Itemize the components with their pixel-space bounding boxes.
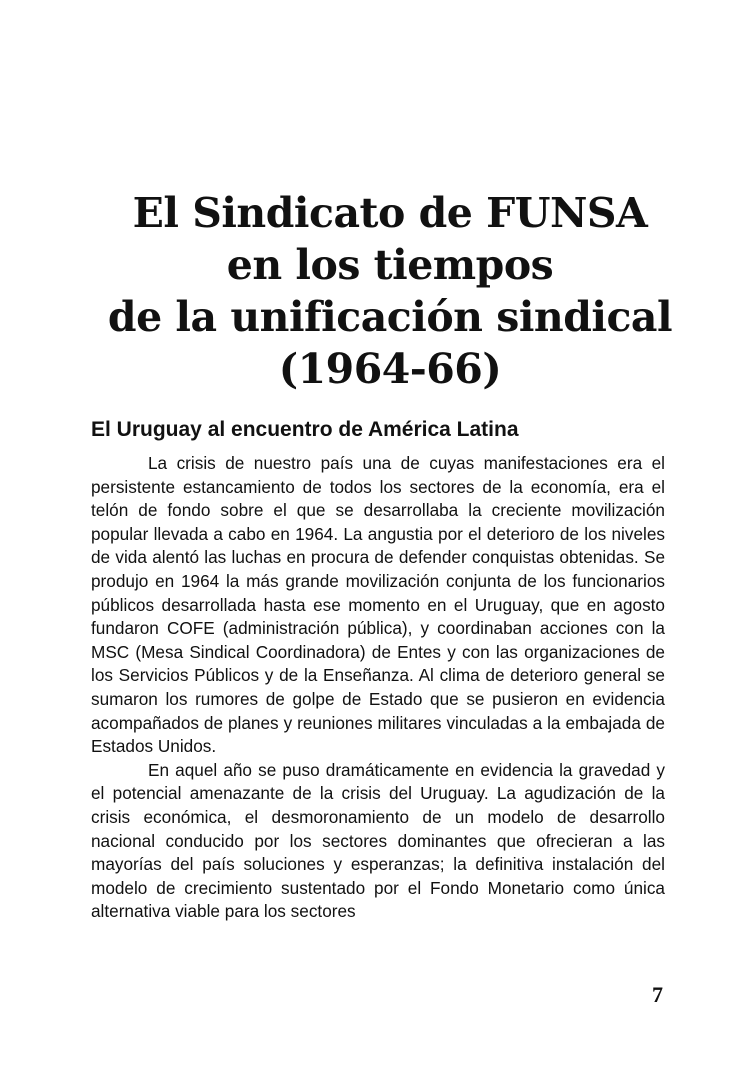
chapter-title <box>60 187 720 395</box>
chapter-title-line-4: (1964-66) <box>278 345 502 394</box>
chapter-title-line-1: El Sindicato de FUNSA <box>132 189 648 238</box>
chapter-title-line-2: en los tiempos <box>226 241 554 290</box>
body-paragraph-2: En aquel año se puso dramáticamente en evidencia la gravedad y el potencial amenazante de la crisis del Uruguay. La agudización de la crisis económica, el desmoronamiento de un modelo de desarrollo nacional conducido por los sectores dominantes que ofrecieran a las mayorías del país soluciones y esperanzas; la definitiva instalación del modelo de crecimiento sustentado por el Fondo Monetario como única alternativa viable para los sectores <box>91 759 665 922</box>
page-number: 7 <box>652 982 663 1007</box>
chapter-title-line-3: de la unificación sindical <box>107 293 673 342</box>
section-heading: El Uruguay al encuentro de América Latina <box>91 418 519 442</box>
body-paragraph-1: La crisis de nuestro país una de cuyas manifestaciones era el persistente estancamiento de todos los sectores de la economía, era el telón de fondo sobre el que se desarrollaba la creciente movilización popular llevada a cabo en 1964. La angustia por el deterioro de los niveles de vida alentó las luchas en procura de defender conquistas obtenidas. Se produjo en 1964 la más grande movilización conjunta de los funcionarios públicos desarrollada hasta ese momento en el Uruguay, que en agosto fundaron COFE (administración pública), y coordinaban acciones con la MSC (Mesa Sindical Coordinadora) de Entes y con las organizaciones de los Servicios Públicos y de la Enseñanza. Al clima de deterioro general se sumaron los rumores de golpe de Estado que se pusieron en evidencia acompañados de planes y reuniones militares vinculadas a la embajada de Estados Unidos. <box>91 453 665 757</box>
body-text <box>91 452 665 924</box>
